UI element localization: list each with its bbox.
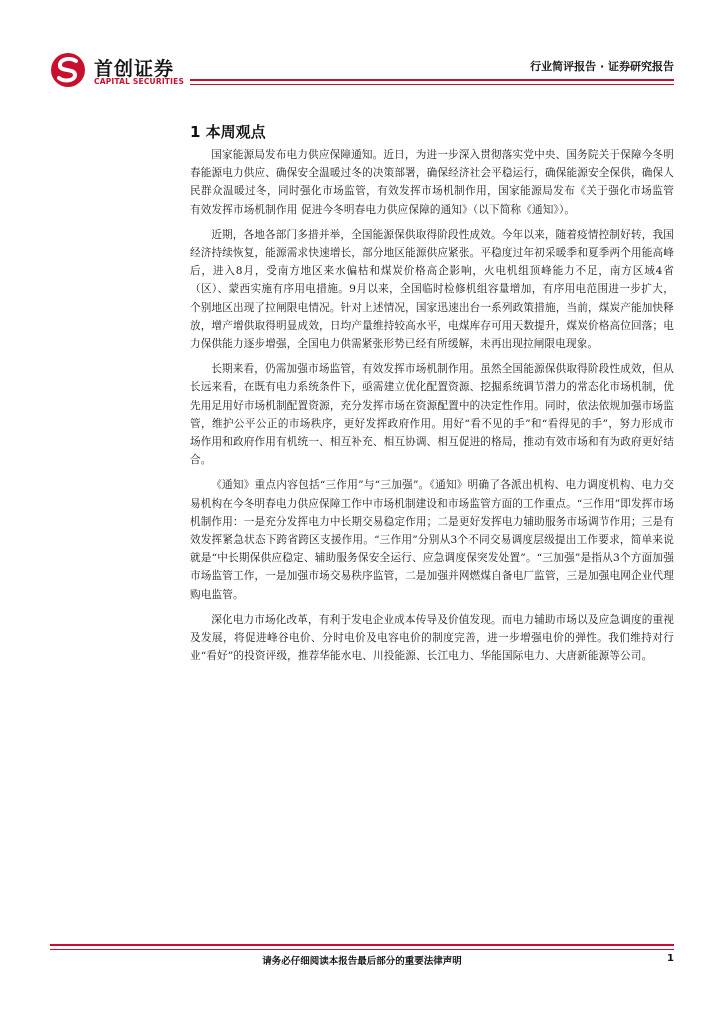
logo-chinese-name: 首创证券 — [94, 58, 175, 80]
paragraph: 《通知》重点内容包括“三作用”与“三加强”。《通知》明确了各派出机构、电力调度机构、电力交易机构在今冬明春电力供应保障工作中市场机制建设和市场监管方面的工作重点。“三作用”即发挥市场机制作用：一是充分发挥电力中长期交易稳定作用；二是更好发挥电力辅助服务市场调节作用；三是有效发挥紧急状态下跨省跨区支援作用。“三作用”分别从3个不同交易调度层级提出工作要求，简单来说就是“中长期保供应稳定、辅助服务保安全运行、应急调度保突发处置”。“三加强”是指从3个方面加强市场监管工作，一是加强市场交易秩序监管，二是加强并网燃煤自备电厂监管，三是加强电网企业代理购电监管。 — [190, 479, 674, 601]
capital-securities-logo-icon — [50, 52, 88, 88]
logo-english-name: CAPITAL SECURITIES — [94, 77, 185, 86]
page-number: 1 — [667, 953, 674, 964]
paragraph: 深化电力市场化改革，有利于发电企业成本传导及价值发现。而电力辅助市场以及应急调度的重视及发展，将促进峰谷电价、分时电价及电容电价的制度完善，进一步增强电价的弹性。我们维持对行业“看好”的投资评级，推荐华能水电、川投能源、长江电力、华能国际电力、大唐新能源等公司。 — [190, 613, 674, 663]
section-title: 1 本周观点 — [190, 123, 266, 141]
company-logo — [50, 52, 210, 88]
paragraph: 长期来看，仍需加强市场监管，有效发挥市场机制作用。虽然全国能源保供取得阶段性成效，但从长远来看，在既有电力系统条件下，亟需建立优化配置资源、挖掘系统调节潜力的常态化市场机制，优先用足用好市场机制配置资源，充分发挥市场在资源配置中的决定性作用。同时，依法依规加强市场监管，维护公平公正的市场秩序，更好发挥政府作用。用好“看不见的手”和“看得见的手”，努力形成市场作用和政府作用有机统一、相互补充、相互协调、相互促进的格局，推动有效市场和有为政府更好结合。 — [190, 363, 674, 467]
header-divider — [190, 79, 674, 81]
footer-divider — [50, 944, 674, 946]
paragraph: 近期，各地各部门多措并举，全国能源保供取得阶段性成效。今年以来，随着疫情控制好转，我国经济持续恢复，能源需求快速增长，部分地区能源供应紧张。平稳度过年初采暖季和夏季两个用能高峰后，进入8月，受南方地区来水偏枯和煤炭价格高企影响，火电机组顶峰能力不足，南方区域4省（区）、蒙西实施有序用电措施。9月以来，全国临时检修机组容量增加，有序用电范围进一步扩大，个别地区出现了拉闸限电情况。针对上述情况，国家迅速出台一系列政策措施，当前，煤炭产能加快释放，增产增供取得明显成效，日均产量维持较高水平，电煤库存可用天数提升，煤炭价格高位回落；电力保供能力逐步增强，全国电力供需紧张形势已经有所缓解，未再出现拉闸限电现象。 — [190, 228, 674, 351]
report-body — [190, 146, 674, 672]
footer-divider-thin — [50, 949, 674, 950]
report-type-label: 行业简评报告 · 证券研究报告 — [530, 60, 674, 73]
header-divider-thin — [190, 84, 674, 85]
legal-disclaimer-notice: 请务必仔细阅读本报告最后部分的重要法律声明 — [262, 956, 462, 967]
paragraph: 国家能源局发布电力供应保障通知。近日，为进一步深入贯彻落实党中央、国务院关于保障今冬明春能源电力供应、确保安全温暖过冬的决策部署，确保经济社会平稳运行，确保能源安全保供，确保人民群众温暖过冬，同时强化市场监管，有效发挥市场机制作用，国家能源局发布《关于强化市场监管 有效发挥市场机制作用 促进今冬明春电力供应保障的通知》（以下简称《通知》）。 — [190, 149, 674, 216]
